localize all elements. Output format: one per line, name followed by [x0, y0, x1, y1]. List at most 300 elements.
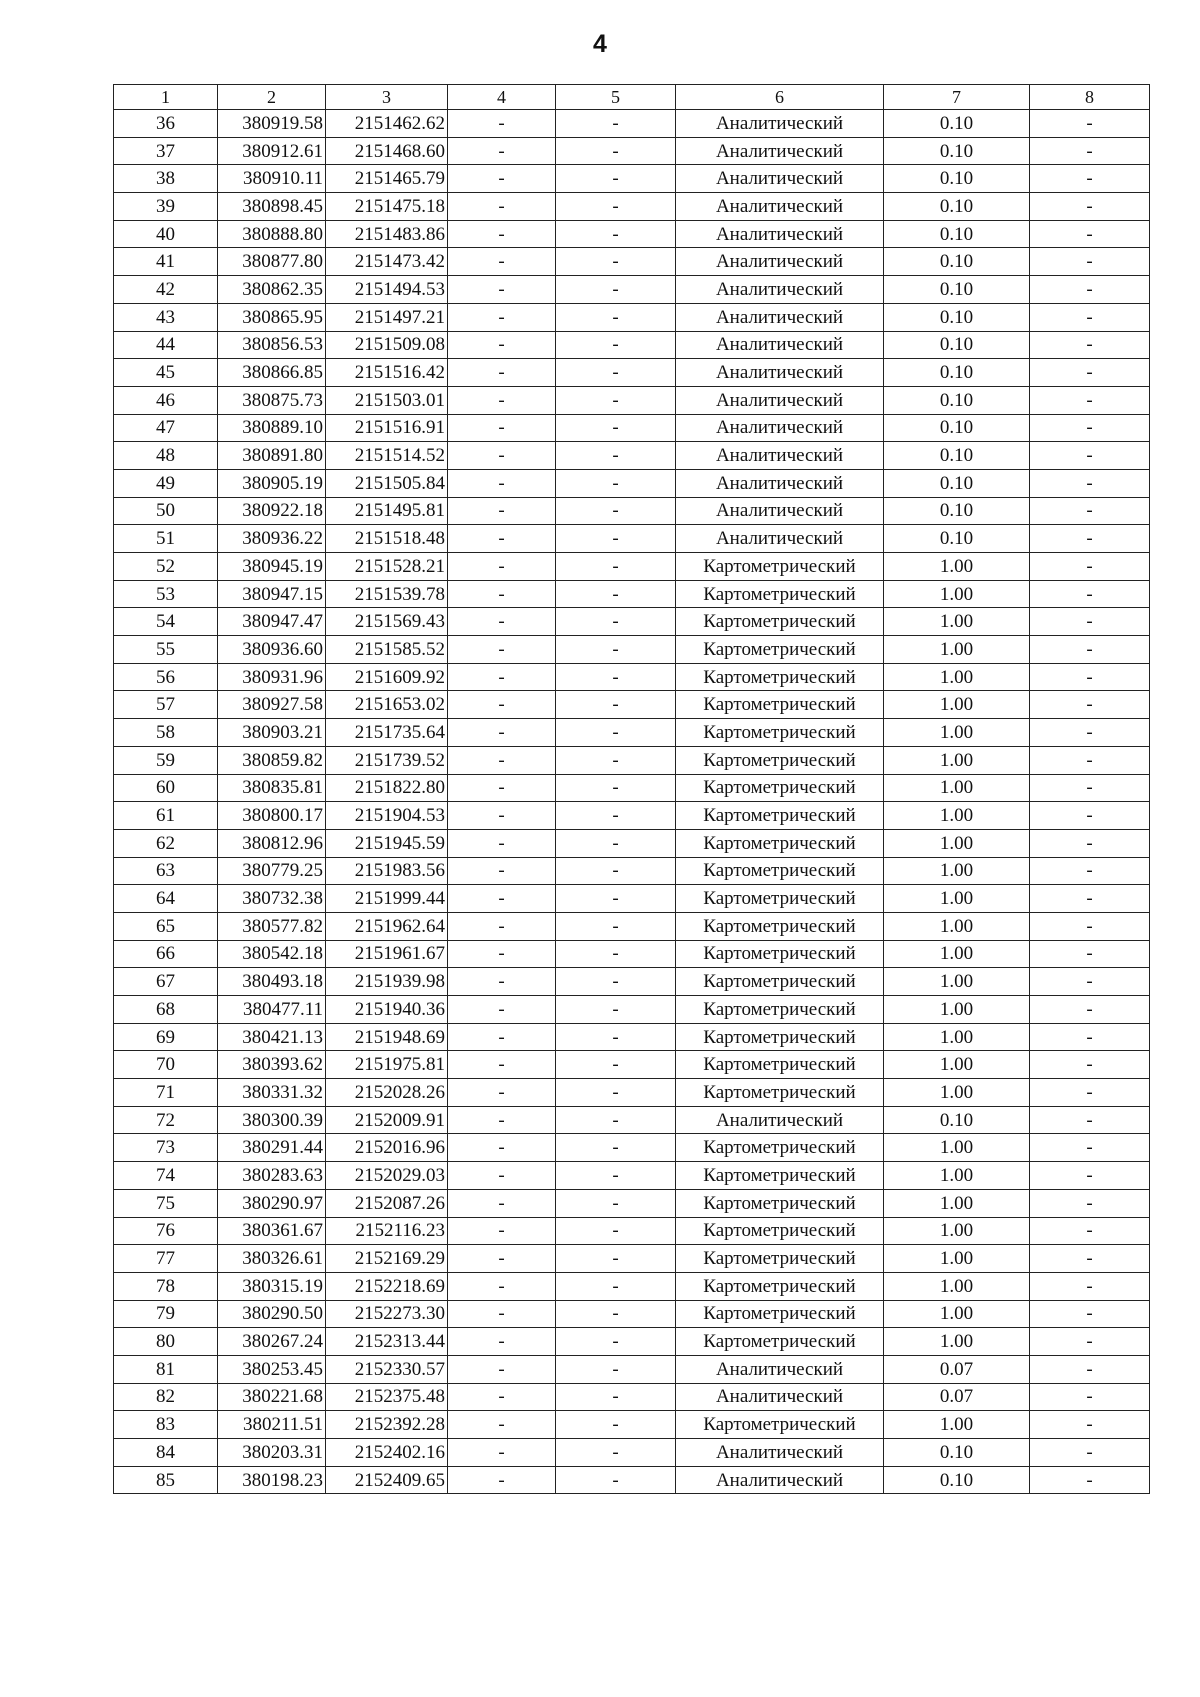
- x-coordinate-cell: 380856.53: [218, 331, 326, 359]
- table-row: [114, 1217, 1150, 1245]
- accuracy-cell: 1.00: [884, 608, 1030, 636]
- y-coordinate-cell: 2151940.36: [326, 996, 448, 1024]
- y-coordinate-cell: 2151585.52: [326, 636, 448, 664]
- col-5-cell: -: [556, 359, 676, 387]
- x-coordinate-cell: 380889.10: [218, 414, 326, 442]
- table-row: [114, 1328, 1150, 1356]
- col-4-cell: -: [448, 1051, 556, 1079]
- method-cell: Аналитический: [676, 276, 884, 304]
- y-coordinate-cell: 2152029.03: [326, 1162, 448, 1190]
- x-coordinate-cell: 380905.19: [218, 469, 326, 497]
- table-row: [114, 1051, 1150, 1079]
- col-5-cell: -: [556, 912, 676, 940]
- method-cell: Картометрический: [676, 1411, 884, 1439]
- col-8-cell: -: [1030, 1162, 1150, 1190]
- col-4-cell: -: [448, 1217, 556, 1245]
- col-4-cell: -: [448, 802, 556, 830]
- col-5-cell: -: [556, 1272, 676, 1300]
- table-row: [114, 1106, 1150, 1134]
- coordinates-table: [113, 84, 1150, 1494]
- method-cell: Аналитический: [676, 220, 884, 248]
- col-5-cell: -: [556, 137, 676, 165]
- x-coordinate-cell: 380936.60: [218, 636, 326, 664]
- x-coordinate-cell: 380859.82: [218, 746, 326, 774]
- accuracy-cell: 0.07: [884, 1355, 1030, 1383]
- col-5-cell: -: [556, 1355, 676, 1383]
- method-cell: Аналитический: [676, 303, 884, 331]
- x-coordinate-cell: 380198.23: [218, 1466, 326, 1494]
- x-coordinate-cell: 380812.96: [218, 829, 326, 857]
- point-number-cell: 76: [114, 1217, 218, 1245]
- col-8-cell: -: [1030, 497, 1150, 525]
- col-5-cell: -: [556, 608, 676, 636]
- col-5-cell: -: [556, 525, 676, 553]
- table-row: [114, 912, 1150, 940]
- x-coordinate-cell: 380835.81: [218, 774, 326, 802]
- x-coordinate-cell: 380290.50: [218, 1300, 326, 1328]
- y-coordinate-cell: 2152273.30: [326, 1300, 448, 1328]
- y-coordinate-cell: 2151509.08: [326, 331, 448, 359]
- col-8-cell: -: [1030, 663, 1150, 691]
- y-coordinate-cell: 2151999.44: [326, 885, 448, 913]
- table-row: [114, 414, 1150, 442]
- header-cell: 8: [1030, 85, 1150, 110]
- col-8-cell: -: [1030, 1328, 1150, 1356]
- method-cell: Картометрический: [676, 802, 884, 830]
- col-4-cell: -: [448, 608, 556, 636]
- x-coordinate-cell: 380779.25: [218, 857, 326, 885]
- y-coordinate-cell: 2151904.53: [326, 802, 448, 830]
- point-number-cell: 42: [114, 276, 218, 304]
- point-number-cell: 77: [114, 1245, 218, 1273]
- col-5-cell: -: [556, 303, 676, 331]
- x-coordinate-cell: 380922.18: [218, 497, 326, 525]
- col-4-cell: -: [448, 580, 556, 608]
- point-number-cell: 72: [114, 1106, 218, 1134]
- accuracy-cell: 1.00: [884, 1051, 1030, 1079]
- col-8-cell: -: [1030, 1023, 1150, 1051]
- col-5-cell: -: [556, 1134, 676, 1162]
- accuracy-cell: 0.10: [884, 165, 1030, 193]
- col-4-cell: -: [448, 996, 556, 1024]
- col-8-cell: -: [1030, 525, 1150, 553]
- table-row: [114, 137, 1150, 165]
- method-cell: Аналитический: [676, 497, 884, 525]
- point-number-cell: 83: [114, 1411, 218, 1439]
- col-4-cell: -: [448, 469, 556, 497]
- col-4-cell: -: [448, 885, 556, 913]
- y-coordinate-cell: 2152116.23: [326, 1217, 448, 1245]
- accuracy-cell: 0.10: [884, 220, 1030, 248]
- col-4-cell: -: [448, 442, 556, 470]
- col-8-cell: -: [1030, 608, 1150, 636]
- point-number-cell: 40: [114, 220, 218, 248]
- col-8-cell: -: [1030, 469, 1150, 497]
- col-4-cell: -: [448, 1189, 556, 1217]
- col-4-cell: -: [448, 553, 556, 581]
- y-coordinate-cell: 2151495.81: [326, 497, 448, 525]
- col-4-cell: -: [448, 774, 556, 802]
- y-coordinate-cell: 2151975.81: [326, 1051, 448, 1079]
- col-5-cell: -: [556, 1189, 676, 1217]
- accuracy-cell: 1.00: [884, 1134, 1030, 1162]
- y-coordinate-cell: 2151475.18: [326, 193, 448, 221]
- y-coordinate-cell: 2151539.78: [326, 580, 448, 608]
- col-5-cell: -: [556, 802, 676, 830]
- col-4-cell: -: [448, 1245, 556, 1273]
- method-cell: Аналитический: [676, 248, 884, 276]
- accuracy-cell: 0.10: [884, 386, 1030, 414]
- point-number-cell: 55: [114, 636, 218, 664]
- table-row: [114, 276, 1150, 304]
- col-5-cell: -: [556, 829, 676, 857]
- col-5-cell: -: [556, 469, 676, 497]
- method-cell: Картометрический: [676, 1079, 884, 1107]
- y-coordinate-cell: 2151518.48: [326, 525, 448, 553]
- accuracy-cell: 1.00: [884, 1079, 1030, 1107]
- method-cell: Аналитический: [676, 331, 884, 359]
- col-5-cell: -: [556, 414, 676, 442]
- table-row: [114, 1300, 1150, 1328]
- col-5-cell: -: [556, 1411, 676, 1439]
- col-4-cell: -: [448, 165, 556, 193]
- table-row: [114, 774, 1150, 802]
- col-4-cell: -: [448, 1466, 556, 1494]
- point-number-cell: 38: [114, 165, 218, 193]
- col-4-cell: -: [448, 220, 556, 248]
- col-8-cell: -: [1030, 193, 1150, 221]
- point-number-cell: 57: [114, 691, 218, 719]
- point-number-cell: 49: [114, 469, 218, 497]
- y-coordinate-cell: 2152402.16: [326, 1439, 448, 1467]
- col-4-cell: -: [448, 912, 556, 940]
- col-8-cell: -: [1030, 137, 1150, 165]
- header-cell: 2: [218, 85, 326, 110]
- y-coordinate-cell: 2151962.64: [326, 912, 448, 940]
- point-number-cell: 81: [114, 1355, 218, 1383]
- col-8-cell: -: [1030, 1106, 1150, 1134]
- table-row: [114, 719, 1150, 747]
- accuracy-cell: 0.07: [884, 1383, 1030, 1411]
- table-row: [114, 525, 1150, 553]
- x-coordinate-cell: 380898.45: [218, 193, 326, 221]
- accuracy-cell: 1.00: [884, 1217, 1030, 1245]
- header-cell: 4: [448, 85, 556, 110]
- x-coordinate-cell: 380947.15: [218, 580, 326, 608]
- accuracy-cell: 1.00: [884, 996, 1030, 1024]
- col-5-cell: -: [556, 719, 676, 747]
- col-5-cell: -: [556, 1300, 676, 1328]
- y-coordinate-cell: 2151462.62: [326, 110, 448, 138]
- x-coordinate-cell: 380211.51: [218, 1411, 326, 1439]
- col-4-cell: -: [448, 386, 556, 414]
- x-coordinate-cell: 380912.61: [218, 137, 326, 165]
- col-8-cell: -: [1030, 802, 1150, 830]
- col-5-cell: -: [556, 1466, 676, 1494]
- method-cell: Картометрический: [676, 1162, 884, 1190]
- col-4-cell: -: [448, 1383, 556, 1411]
- col-4-cell: -: [448, 691, 556, 719]
- x-coordinate-cell: 380927.58: [218, 691, 326, 719]
- header-cell: 5: [556, 85, 676, 110]
- point-number-cell: 61: [114, 802, 218, 830]
- point-number-cell: 37: [114, 137, 218, 165]
- table-row: [114, 386, 1150, 414]
- accuracy-cell: 0.10: [884, 331, 1030, 359]
- table-row: [114, 1023, 1150, 1051]
- point-number-cell: 39: [114, 193, 218, 221]
- col-4-cell: -: [448, 276, 556, 304]
- point-number-cell: 56: [114, 663, 218, 691]
- y-coordinate-cell: 2152169.29: [326, 1245, 448, 1273]
- point-number-cell: 78: [114, 1272, 218, 1300]
- col-8-cell: -: [1030, 359, 1150, 387]
- accuracy-cell: 0.10: [884, 414, 1030, 442]
- table-row: [114, 1162, 1150, 1190]
- y-coordinate-cell: 2152009.91: [326, 1106, 448, 1134]
- col-5-cell: -: [556, 885, 676, 913]
- method-cell: Картометрический: [676, 1272, 884, 1300]
- point-number-cell: 43: [114, 303, 218, 331]
- col-8-cell: -: [1030, 968, 1150, 996]
- y-coordinate-cell: 2151948.69: [326, 1023, 448, 1051]
- col-8-cell: -: [1030, 912, 1150, 940]
- col-5-cell: -: [556, 497, 676, 525]
- col-4-cell: -: [448, 1079, 556, 1107]
- point-number-cell: 69: [114, 1023, 218, 1051]
- col-8-cell: -: [1030, 746, 1150, 774]
- y-coordinate-cell: 2151468.60: [326, 137, 448, 165]
- x-coordinate-cell: 380361.67: [218, 1217, 326, 1245]
- col-8-cell: -: [1030, 1051, 1150, 1079]
- accuracy-cell: 1.00: [884, 1300, 1030, 1328]
- point-number-cell: 82: [114, 1383, 218, 1411]
- col-5-cell: -: [556, 580, 676, 608]
- point-number-cell: 46: [114, 386, 218, 414]
- accuracy-cell: 1.00: [884, 1162, 1030, 1190]
- x-coordinate-cell: 380477.11: [218, 996, 326, 1024]
- method-cell: Картометрический: [676, 1300, 884, 1328]
- point-number-cell: 71: [114, 1079, 218, 1107]
- col-5-cell: -: [556, 165, 676, 193]
- accuracy-cell: 0.10: [884, 525, 1030, 553]
- method-cell: Картометрический: [676, 968, 884, 996]
- table-row: [114, 885, 1150, 913]
- table-row: [114, 1272, 1150, 1300]
- point-number-cell: 36: [114, 110, 218, 138]
- accuracy-cell: 0.10: [884, 110, 1030, 138]
- col-5-cell: -: [556, 774, 676, 802]
- col-8-cell: -: [1030, 331, 1150, 359]
- col-8-cell: -: [1030, 442, 1150, 470]
- accuracy-cell: 1.00: [884, 802, 1030, 830]
- accuracy-cell: 0.10: [884, 276, 1030, 304]
- x-coordinate-cell: 380577.82: [218, 912, 326, 940]
- col-5-cell: -: [556, 746, 676, 774]
- accuracy-cell: 1.00: [884, 1328, 1030, 1356]
- accuracy-cell: 0.10: [884, 1106, 1030, 1134]
- x-coordinate-cell: 380203.31: [218, 1439, 326, 1467]
- point-number-cell: 65: [114, 912, 218, 940]
- method-cell: Картометрический: [676, 553, 884, 581]
- col-5-cell: -: [556, 636, 676, 664]
- method-cell: Аналитический: [676, 469, 884, 497]
- x-coordinate-cell: 380875.73: [218, 386, 326, 414]
- point-number-cell: 48: [114, 442, 218, 470]
- accuracy-cell: 1.00: [884, 1411, 1030, 1439]
- method-cell: Картометрический: [676, 1217, 884, 1245]
- header-cell: 7: [884, 85, 1030, 110]
- col-4-cell: -: [448, 331, 556, 359]
- point-number-cell: 75: [114, 1189, 218, 1217]
- accuracy-cell: 1.00: [884, 885, 1030, 913]
- y-coordinate-cell: 2152218.69: [326, 1272, 448, 1300]
- point-number-cell: 73: [114, 1134, 218, 1162]
- col-4-cell: -: [448, 1272, 556, 1300]
- point-number-cell: 64: [114, 885, 218, 913]
- point-number-cell: 50: [114, 497, 218, 525]
- accuracy-cell: 1.00: [884, 636, 1030, 664]
- col-8-cell: -: [1030, 829, 1150, 857]
- accuracy-cell: 0.10: [884, 1439, 1030, 1467]
- col-5-cell: -: [556, 248, 676, 276]
- accuracy-cell: 1.00: [884, 968, 1030, 996]
- x-coordinate-cell: 380947.47: [218, 608, 326, 636]
- x-coordinate-cell: 380331.32: [218, 1079, 326, 1107]
- table-row: [114, 829, 1150, 857]
- col-5-cell: -: [556, 220, 676, 248]
- y-coordinate-cell: 2151494.53: [326, 276, 448, 304]
- method-cell: Аналитический: [676, 1439, 884, 1467]
- x-coordinate-cell: 380290.97: [218, 1189, 326, 1217]
- accuracy-cell: 1.00: [884, 829, 1030, 857]
- col-8-cell: -: [1030, 940, 1150, 968]
- col-8-cell: -: [1030, 248, 1150, 276]
- method-cell: Картометрический: [676, 608, 884, 636]
- method-cell: Картометрический: [676, 1245, 884, 1273]
- y-coordinate-cell: 2151473.42: [326, 248, 448, 276]
- point-number-cell: 63: [114, 857, 218, 885]
- col-4-cell: -: [448, 248, 556, 276]
- x-coordinate-cell: 380493.18: [218, 968, 326, 996]
- y-coordinate-cell: 2151516.91: [326, 414, 448, 442]
- col-8-cell: -: [1030, 1411, 1150, 1439]
- col-4-cell: -: [448, 1134, 556, 1162]
- method-cell: Аналитический: [676, 386, 884, 414]
- col-5-cell: -: [556, 553, 676, 581]
- point-number-cell: 51: [114, 525, 218, 553]
- y-coordinate-cell: 2152330.57: [326, 1355, 448, 1383]
- col-4-cell: -: [448, 1411, 556, 1439]
- table-row: [114, 802, 1150, 830]
- accuracy-cell: 0.10: [884, 137, 1030, 165]
- method-cell: Картометрический: [676, 912, 884, 940]
- col-5-cell: -: [556, 442, 676, 470]
- col-4-cell: -: [448, 414, 556, 442]
- point-number-cell: 54: [114, 608, 218, 636]
- method-cell: Аналитический: [676, 525, 884, 553]
- table-row: [114, 359, 1150, 387]
- col-5-cell: -: [556, 193, 676, 221]
- col-4-cell: -: [448, 636, 556, 664]
- col-8-cell: -: [1030, 580, 1150, 608]
- col-5-cell: -: [556, 1079, 676, 1107]
- col-4-cell: -: [448, 719, 556, 747]
- point-number-cell: 45: [114, 359, 218, 387]
- col-4-cell: -: [448, 857, 556, 885]
- col-8-cell: -: [1030, 1245, 1150, 1273]
- col-4-cell: -: [448, 940, 556, 968]
- col-8-cell: -: [1030, 386, 1150, 414]
- accuracy-cell: 1.00: [884, 1023, 1030, 1051]
- col-8-cell: -: [1030, 996, 1150, 1024]
- x-coordinate-cell: 380267.24: [218, 1328, 326, 1356]
- header-cell: 3: [326, 85, 448, 110]
- col-8-cell: -: [1030, 110, 1150, 138]
- point-number-cell: 70: [114, 1051, 218, 1079]
- table-row: [114, 1355, 1150, 1383]
- method-cell: Картометрический: [676, 996, 884, 1024]
- method-cell: Аналитический: [676, 1383, 884, 1411]
- col-4-cell: -: [448, 1300, 556, 1328]
- col-8-cell: -: [1030, 857, 1150, 885]
- col-8-cell: -: [1030, 1439, 1150, 1467]
- table-header-row: [114, 85, 1150, 110]
- y-coordinate-cell: 2151945.59: [326, 829, 448, 857]
- x-coordinate-cell: 380283.63: [218, 1162, 326, 1190]
- y-coordinate-cell: 2152392.28: [326, 1411, 448, 1439]
- table-row: [114, 303, 1150, 331]
- header-cell: 6: [676, 85, 884, 110]
- col-8-cell: -: [1030, 1272, 1150, 1300]
- col-4-cell: -: [448, 1355, 556, 1383]
- method-cell: Картометрический: [676, 746, 884, 774]
- col-5-cell: -: [556, 1245, 676, 1273]
- y-coordinate-cell: 2151822.80: [326, 774, 448, 802]
- col-8-cell: -: [1030, 1134, 1150, 1162]
- accuracy-cell: 0.10: [884, 359, 1030, 387]
- method-cell: Аналитический: [676, 1466, 884, 1494]
- col-8-cell: -: [1030, 1217, 1150, 1245]
- table-row: [114, 469, 1150, 497]
- y-coordinate-cell: 2151653.02: [326, 691, 448, 719]
- col-4-cell: -: [448, 359, 556, 387]
- x-coordinate-cell: 380315.19: [218, 1272, 326, 1300]
- y-coordinate-cell: 2151514.52: [326, 442, 448, 470]
- y-coordinate-cell: 2151465.79: [326, 165, 448, 193]
- col-4-cell: -: [448, 303, 556, 331]
- col-4-cell: -: [448, 968, 556, 996]
- col-5-cell: -: [556, 968, 676, 996]
- table-row: [114, 248, 1150, 276]
- x-coordinate-cell: 380393.62: [218, 1051, 326, 1079]
- col-4-cell: -: [448, 137, 556, 165]
- accuracy-cell: 0.10: [884, 442, 1030, 470]
- accuracy-cell: 0.10: [884, 497, 1030, 525]
- x-coordinate-cell: 380291.44: [218, 1134, 326, 1162]
- x-coordinate-cell: 380300.39: [218, 1106, 326, 1134]
- table-row: [114, 553, 1150, 581]
- y-coordinate-cell: 2151961.67: [326, 940, 448, 968]
- col-5-cell: -: [556, 663, 676, 691]
- method-cell: Картометрический: [676, 885, 884, 913]
- point-number-cell: 80: [114, 1328, 218, 1356]
- method-cell: Картометрический: [676, 940, 884, 968]
- y-coordinate-cell: 2152313.44: [326, 1328, 448, 1356]
- point-number-cell: 62: [114, 829, 218, 857]
- header-cell: 1: [114, 85, 218, 110]
- y-coordinate-cell: 2152016.96: [326, 1134, 448, 1162]
